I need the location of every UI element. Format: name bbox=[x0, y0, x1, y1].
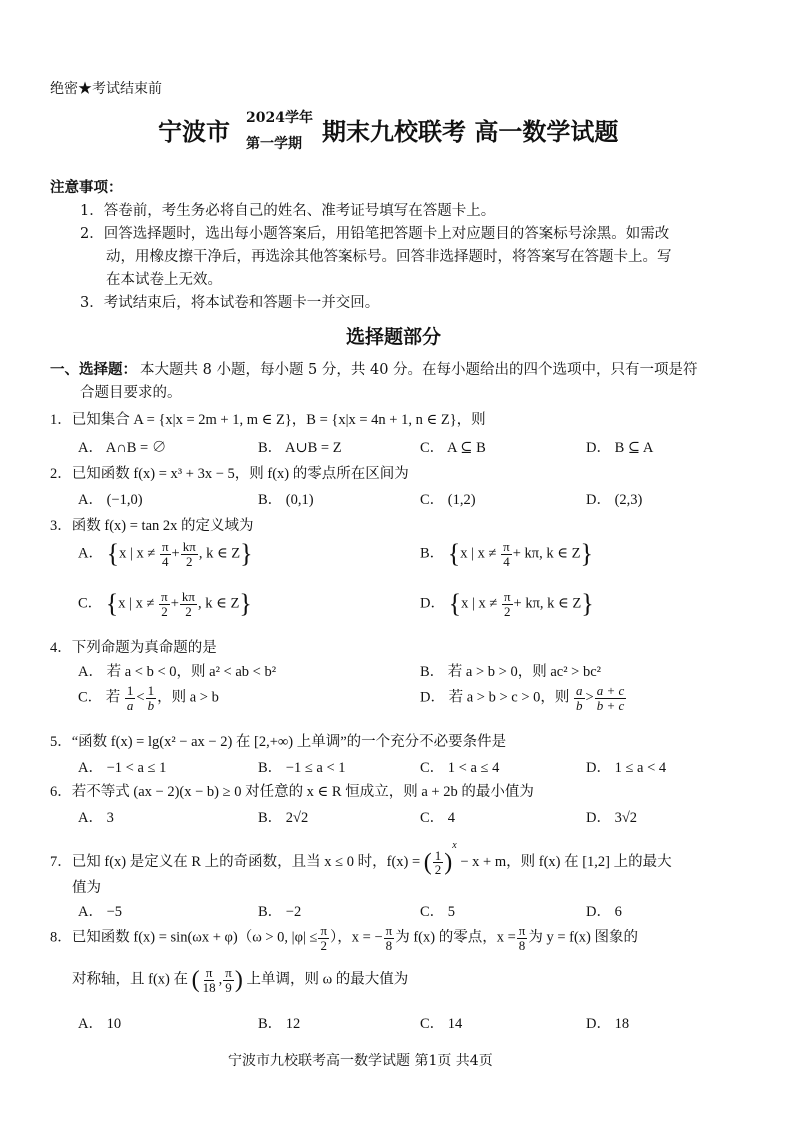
q4-c-post: ，则 a > b bbox=[157, 689, 219, 706]
confidential-label: 绝密★考试结束前 bbox=[50, 81, 162, 97]
q7-one: 1 bbox=[434, 847, 442, 863]
q3-b-label: B． bbox=[420, 545, 445, 562]
q3-a-set: x | x ≠ bbox=[119, 545, 156, 562]
note-2: 2．回答选择题时，选出每小题答案后，用铅笔把答题卡上对应题目的答案标号涂黑。如需改 bbox=[80, 226, 670, 242]
q4-option-b: B． 若 a > b > 0，则 ac² > bc² bbox=[420, 664, 602, 680]
part1-text-cont: 合题目要求的。 bbox=[80, 385, 182, 401]
q1-option-d: D． B ⊆ A bbox=[586, 440, 654, 456]
section-title: 选择题部分 bbox=[346, 326, 442, 348]
q3-c-pi: π bbox=[161, 589, 168, 604]
q3-b-set: x | x ≠ bbox=[460, 545, 497, 562]
q8-2: 2 bbox=[320, 937, 327, 953]
q4-option-a: A． 若 a < b < 0，则 a² < ab < b² bbox=[78, 664, 277, 680]
q3-c-label: C． bbox=[78, 595, 103, 612]
q8-8b: 8 bbox=[518, 937, 526, 953]
q3-option-d: D． {x | x ≠ $\frac{\pi}{2}$ + kπ, k ∈ Z} bbox=[420, 589, 594, 619]
q3-option-c: C． {x | x ≠ $\frac{\pi}{2}$ + $\frac{k\pi}{2}$ , k ∈ Z} bbox=[78, 589, 252, 619]
q2-stem: 2．已知函数 f(x) = x³ + 3x − 5，则 f(x) 的零点所在区间为 bbox=[50, 466, 409, 482]
q3-a-kz: , k ∈ Z bbox=[198, 545, 241, 562]
part1-text: 本大题共 8 小题，每小题 5 分，共 40 分。在每小题给出的四个选项中，只有一项是符 bbox=[140, 362, 698, 378]
note-3: 3．考试结束后，将本试卷和答题卡一并交回。 bbox=[80, 295, 380, 311]
q3-b-rest: + kπ, k ∈ Z bbox=[512, 545, 581, 562]
q4-c-lt: < bbox=[136, 689, 145, 706]
q7-stem-pre: 7．已知 f(x) 是定义在 R 上的奇函数，且当 x ≤ 0 时，f(x) = bbox=[50, 854, 421, 870]
q3-d-rest: + kπ, k ∈ Z bbox=[513, 595, 582, 612]
q8-stem bbox=[50, 924, 638, 952]
q7-option-b: B． −2 bbox=[258, 904, 302, 920]
q3-d-pi: π bbox=[503, 589, 511, 604]
q3-d-2: 2 bbox=[504, 603, 511, 619]
q3-c-2b: 2 bbox=[185, 603, 192, 619]
q6-option-d: D． 3√2 bbox=[586, 810, 638, 826]
q8-9: 9 bbox=[225, 979, 232, 995]
q3-a-kpi: kπ bbox=[182, 539, 196, 554]
q7-option-a: A． −5 bbox=[78, 904, 123, 920]
q3-d-label: D． bbox=[420, 595, 445, 612]
q8-pre: 8．已知函数 f(x) = sin(ωx + φ)（ω > 0, |φ| ≤ bbox=[50, 929, 318, 946]
q8-8a: 8 bbox=[385, 937, 393, 953]
q2-option-c: C． (1,2) bbox=[420, 492, 476, 508]
q6-stem: 6．若不等式 (ax − 2)(x − b) ≥ 0 对任意的 x ∈ R 恒成立，则 a + 2b 的最小值为 bbox=[50, 784, 534, 800]
q3-a-4: 4 bbox=[162, 553, 169, 569]
q2-option-d: D． (2,3) bbox=[586, 492, 643, 508]
q4-c-one-a: 1 bbox=[126, 683, 134, 698]
q5-stem: 5．“函数 f(x) = lg(x² − ax − 2) 在 [2,+∞) 上单调”的一个充分不必要条件是 bbox=[50, 734, 507, 750]
q7-stem: 7．已知 f(x) 是定义在 R 上的奇函数，且当 x ≤ 0 时，f(x) = ( $\frac{1}{2}$ )$^x$ − x + m，则 f(x) 在 [1,2] 上的最大 bbox=[50, 840, 672, 878]
q3-a-2: 2 bbox=[186, 553, 193, 569]
q3-b-4: 4 bbox=[503, 553, 510, 569]
q8-line2-post: 上单调，则 ω 的最大值为 bbox=[246, 971, 409, 988]
q3-c-kz: , k ∈ Z bbox=[198, 595, 240, 612]
q5-option-c: C． 1 < a ≤ 4 bbox=[420, 760, 500, 776]
note-2-end: 在本试卷上无效。 bbox=[106, 272, 222, 288]
q8-option-d: D． 18 bbox=[586, 1016, 630, 1032]
q3-d-set: x | x ≠ bbox=[461, 595, 498, 612]
title-left: 宁波市 bbox=[158, 117, 230, 146]
q2-option-a: A． (−1,0) bbox=[78, 492, 143, 508]
title-right: 期末九校联考 高一数学试题 bbox=[322, 117, 619, 146]
q8-pi-4: π bbox=[205, 965, 213, 980]
page-footer: 宁波市九校联考高一数学试题 第1页 共4页 bbox=[228, 1053, 493, 1069]
q8-pi-2: π bbox=[385, 923, 393, 938]
q7-option-d: D． 6 bbox=[586, 904, 622, 920]
part1-label: 一、选择题： bbox=[50, 361, 137, 378]
q8-18: 18 bbox=[202, 979, 216, 995]
q4-c-a: a bbox=[126, 697, 134, 713]
q1-option-c: C． A ⊆ B bbox=[420, 440, 486, 456]
q3-stem: 3．函数 f(x) = tan 2x 的定义域为 bbox=[50, 518, 254, 534]
q8-mid1: ），x = − bbox=[330, 929, 383, 946]
q7-stem-post: − x + m，则 f(x) 在 [1,2] 上的最大 bbox=[460, 854, 672, 870]
q4-option-c bbox=[78, 684, 219, 712]
q4-c-one-b: 1 bbox=[147, 683, 155, 698]
q6-option-b: B． 2√2 bbox=[258, 810, 309, 826]
q7-two: 2 bbox=[434, 862, 442, 878]
q8-mid3: 为 y = f(x) 图象的 bbox=[528, 929, 638, 946]
q8-pi-5: π bbox=[225, 965, 232, 980]
q4-d-a: a bbox=[576, 683, 583, 698]
q8-pi-3: π bbox=[518, 923, 526, 938]
q3-b-pi: π bbox=[503, 539, 510, 554]
q5-option-d: D． 1 ≤ a < 4 bbox=[586, 760, 667, 776]
q7-option-c: C． 5 bbox=[420, 904, 456, 920]
q3-c-2: 2 bbox=[161, 603, 168, 619]
q3-option-a: A． {x | x ≠ $\frac{\pi}{4}$ + $\frac{k\pi}{2}$ , k ∈ Z} bbox=[78, 539, 253, 569]
q3-c-set: x | x ≠ bbox=[118, 595, 155, 612]
q7-sup: x bbox=[452, 840, 457, 851]
q8-line2-pre: 对称轴，且 f(x) 在 bbox=[72, 971, 188, 988]
q4-stem: 4．下列命题为真命题的是 bbox=[50, 640, 217, 656]
title-term: 第一学期 bbox=[246, 136, 302, 152]
q1-option-b: B． A∪B = Z bbox=[258, 440, 342, 456]
q8-option-b: B． 12 bbox=[258, 1016, 301, 1032]
note-1: 1．答卷前，考生务必将自己的姓名、准考证号填写在答题卡上。 bbox=[80, 203, 496, 219]
q3-a-pi: π bbox=[161, 539, 169, 554]
q5-option-a: A． −1 < a ≤ 1 bbox=[78, 760, 167, 776]
q2-option-b: B． (0,1) bbox=[258, 492, 314, 508]
q8-stem-line2: 对称轴，且 f(x) 在 ( $\frac{\pi}{18}$ , $\frac{\pi}{9}$ ) 上单调，则 ω 的最大值为 bbox=[72, 965, 409, 995]
q4-d-apc: a + c bbox=[596, 683, 625, 698]
q4-c-b: b bbox=[147, 697, 155, 713]
notes-heading: 注意事项： bbox=[50, 179, 123, 196]
note-2-cont: 动，用橡皮擦干净后，再选涂其他答案标号。回答非选择题时，将答案写在答题卡上。写 bbox=[106, 249, 672, 265]
q3-a-plus: + bbox=[171, 545, 180, 562]
q8-option-a: A． 10 bbox=[78, 1016, 122, 1032]
q7-stem-cont: 值为 bbox=[72, 880, 101, 896]
q6-option-c: C． 4 bbox=[420, 810, 456, 826]
q4-c-pre: C． 若 bbox=[78, 689, 121, 706]
q4-d-b: b bbox=[576, 697, 583, 713]
q4-d-gt: > bbox=[585, 689, 594, 706]
title-year: 2024学年 bbox=[246, 110, 313, 126]
q8-option-c: C． 14 bbox=[420, 1016, 463, 1032]
q4-d-pre: D． 若 a > b > c > 0，则 bbox=[420, 689, 570, 706]
q4-d-bpc: b + c bbox=[596, 697, 625, 713]
q8-mid2: 为 f(x) 的零点，x = bbox=[395, 929, 516, 946]
q3-c-plus: + bbox=[170, 595, 179, 612]
q1-stem: 1．已知集合 A = {x|x = 2m + 1, m ∈ Z}，B = {x|x = 4n + 1, n ∈ Z}，则 bbox=[50, 412, 486, 428]
q5-option-b: B． −1 ≤ a < 1 bbox=[258, 760, 346, 776]
q3-c-kpi: kπ bbox=[181, 589, 195, 604]
q8-pi-1: π bbox=[320, 923, 328, 938]
q4-option-d bbox=[420, 684, 627, 712]
q3-option-b: B． {x | x ≠ $\frac{\pi}{4}$ + kπ, k ∈ Z} bbox=[420, 539, 593, 569]
q3-a-label: A． bbox=[78, 545, 103, 562]
q1-option-a: A． A∩B = ∅ bbox=[78, 440, 167, 456]
q6-option-a: A． 3 bbox=[78, 810, 114, 826]
